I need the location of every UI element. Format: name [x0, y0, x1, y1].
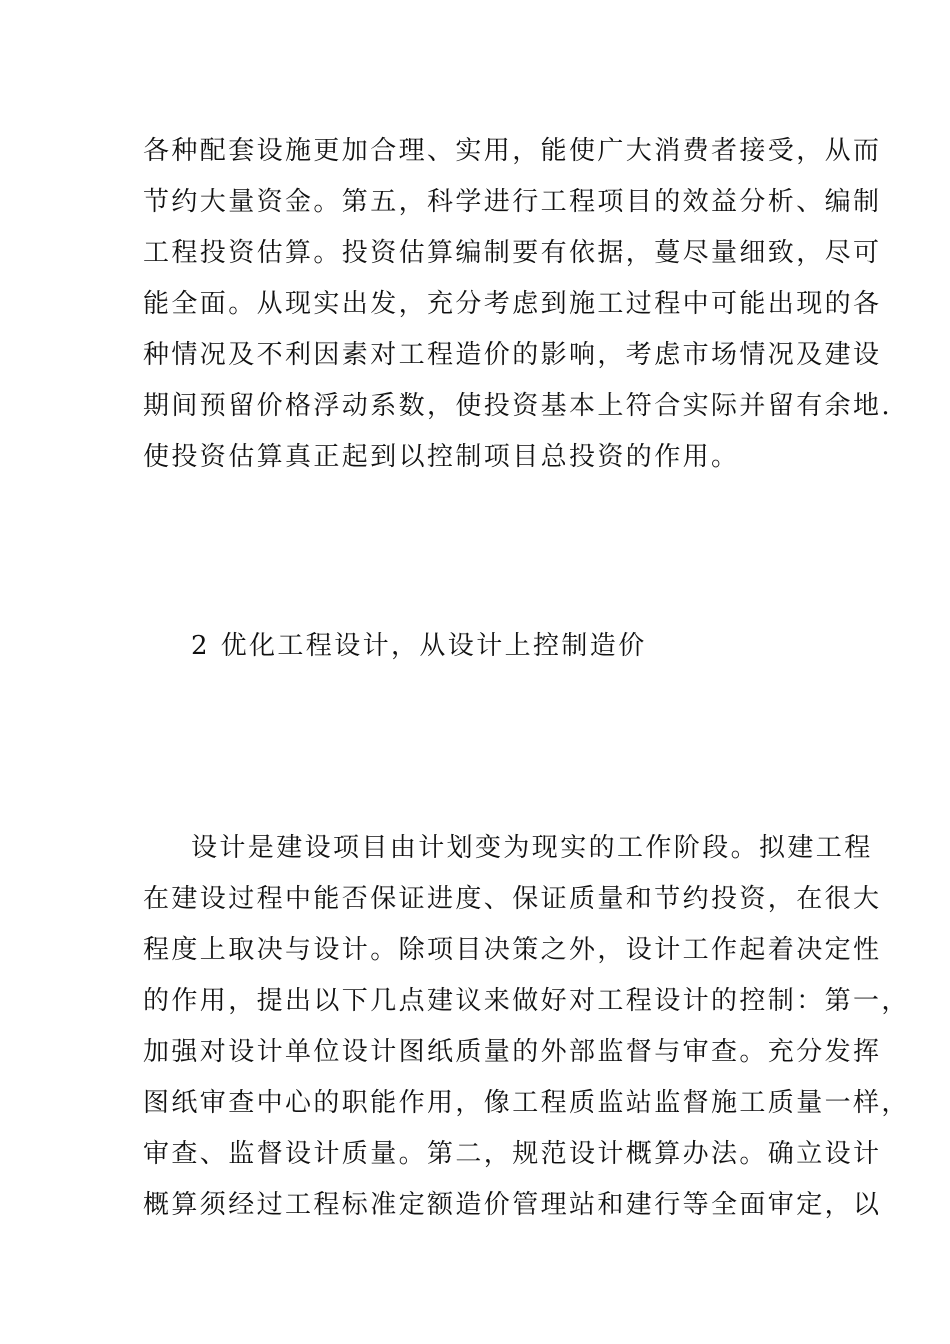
paragraph-1-line: 节约大量资金。第五，科学进行工程项目的效益分析、编制	[143, 187, 882, 217]
paragraph-2-line: 的作用，提出以下几点建议来做好对工程设计的控制：第一，	[143, 986, 910, 1016]
paragraph-2	[143, 823, 910, 1231]
paragraph-2-line: 设计是建设项目由计划变为现实的工作阶段。拟建工程	[191, 833, 873, 863]
section-heading-text: 2 优化工程设计，从设计上控制造价	[191, 631, 647, 661]
paragraph-1-line: 能全面。从现实出发，充分考虑到施工过程中可能出现的各	[143, 289, 882, 319]
paragraph-2-line: 审查、监督设计质量。第二，规范设计概算办法。确立设计	[143, 1139, 882, 1169]
paragraph-2-line: 图纸审查中心的职能作用，像工程质监站监督施工质量一样，	[143, 1088, 910, 1118]
paragraph-1-line: 使投资估算真正起到以控制项目总投资的作用。	[143, 442, 740, 472]
paragraph-1-line: 种情况及不利因素对工程造价的影响，考虑市场情况及建设	[143, 340, 882, 370]
paragraph-1	[143, 126, 893, 483]
paragraph-2-line: 概算须经过工程标准定额造价管理站和建行等全面审定，以	[143, 1190, 882, 1220]
paragraph-1-line: 期间预留价格浮动系数，使投资基本上符合实际并留有余地.	[143, 391, 893, 421]
paragraph-2-line: 在建设过程中能否保证进度、保证质量和节约投资，在很大	[143, 884, 882, 914]
paragraph-1-line: 各种配套设施更加合理、实用，能使广大消费者接受，从而	[143, 136, 882, 166]
paragraph-2-line: 程度上取决与设计。除项目决策之外，设计工作起着决定性	[143, 935, 882, 965]
paragraph-1-line: 工程投资估算。投资估算编制要有依据，蔓尽量细致，尽可	[143, 238, 882, 268]
section-heading	[191, 621, 881, 672]
paragraph-2-line: 加强对设计单位设计图纸质量的外部监督与审查。充分发挥	[143, 1037, 882, 1067]
